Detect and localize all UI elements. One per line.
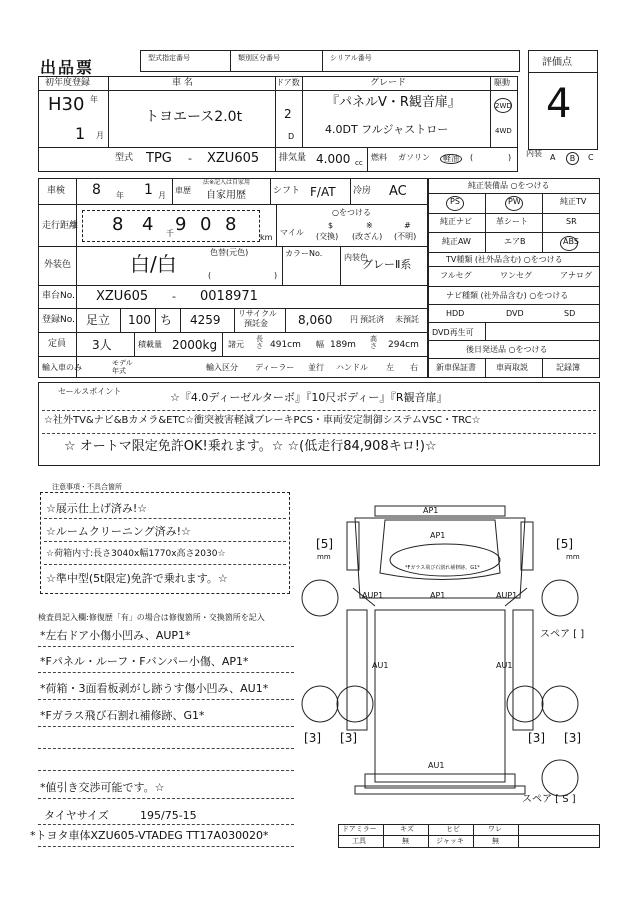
model-label: 型式 <box>115 153 134 163</box>
model-dash: - <box>188 152 192 165</box>
pw-circle <box>505 196 523 211</box>
note-4: ☆準中型(5t限定)免許で乗れます。☆ <box>46 572 228 585</box>
later-warranty: 新車保証書 <box>436 363 476 372</box>
opt-tamper: (改ざん) <box>352 232 383 241</box>
import-parallel: 並行 <box>308 363 324 372</box>
chassis-no: 0018971 <box>200 289 258 304</box>
month-unit: 月 <box>96 131 104 140</box>
model-year-label: モデル年式 <box>112 359 133 375</box>
length-label: 長さ <box>256 335 263 350</box>
spare-top: スペア [ ] <box>540 629 585 640</box>
dmg-ap1-top: AP1 <box>423 506 439 515</box>
capacity: 3人 <box>92 338 112 352</box>
tread-rr1: [3] <box>528 731 546 745</box>
history-label: 車歴 <box>175 186 191 195</box>
shaken-label: 車検 <box>47 186 66 196</box>
chassis-model: XZU605 <box>96 289 149 304</box>
equip-aw: 純正AW <box>442 237 471 246</box>
int-color: グレーⅡ系 <box>362 258 412 271</box>
abs-circle <box>560 236 578 251</box>
id-fields <box>140 50 520 72</box>
tools-r2: 無 <box>402 837 409 845</box>
shift-label: シフト <box>273 186 301 196</box>
import-dealer: ディーラー <box>255 363 295 372</box>
note-1: ☆展示仕上げ済み!☆ <box>46 502 148 515</box>
load-label: 積載量 <box>138 340 162 349</box>
navi-dvd: DVD <box>506 309 524 318</box>
reg-kana: ち <box>160 313 173 327</box>
import-label: 輸入車のみ <box>42 363 82 372</box>
mileage-digit-5: 8 <box>225 214 237 235</box>
first-reg-month: 1 <box>75 124 86 143</box>
navi-sd: SD <box>564 309 576 318</box>
handle-right: 右 <box>410 363 418 372</box>
opt-unknown-sym: # <box>404 221 411 230</box>
inspector-line-4: *Fガラス飛び石割れ補修跡、G1* <box>40 709 205 722</box>
reg-area: 足立 <box>86 313 111 327</box>
tools-r1: 工具 <box>352 837 366 845</box>
tread-fr-mm: mm <box>566 553 580 561</box>
opt-exchange: (交換) <box>316 232 339 241</box>
height: 294cm <box>388 340 419 350</box>
tv-title: TV種類 (社外品含む) ○をつける <box>446 255 563 264</box>
tools-h2: キズ <box>400 825 414 833</box>
equip-leather: 革シート <box>496 217 528 226</box>
page-title: 出品票 <box>40 58 95 77</box>
mileage-digit-4: 0 <box>200 214 212 235</box>
fuel-gasoline: ガソリン <box>398 153 430 162</box>
car-name-label: 車 名 <box>172 78 193 88</box>
first-reg-label: 初年度登録 <box>45 78 91 88</box>
opt-unknown: (不明) <box>394 232 417 241</box>
score-value: 4 <box>546 81 572 127</box>
equip-tv: 純正TV <box>560 197 587 206</box>
handle-label: ハンドル <box>336 363 368 372</box>
dmg-aup1-left: AUP1 <box>362 591 384 600</box>
height-label: 高さ <box>370 335 377 350</box>
tools-r3: ジャッキ <box>436 837 464 845</box>
interior-label: 内装 <box>526 149 542 158</box>
tread-fl: [5] <box>316 537 334 551</box>
displacement: 4.000 <box>316 152 351 166</box>
drive-4wd: 4WD <box>495 127 512 135</box>
circle-note: ○をつける <box>332 208 371 217</box>
tread-rr2: [3] <box>564 731 582 745</box>
chassis-dash: - <box>172 290 176 303</box>
ac-label: 冷房 <box>353 186 372 196</box>
recycle-amount: 8,060 <box>298 313 333 327</box>
tools-h1: ドアミラー <box>342 825 377 833</box>
dmg-au1-bottom: AU1 <box>428 761 445 770</box>
fuel-label: 燃料 <box>371 153 387 162</box>
reg-number: 4259 <box>190 313 221 327</box>
mileage-unit-k: 千 <box>166 229 174 238</box>
length: 491cm <box>270 340 301 350</box>
equipment-title: 純正装備品 ○をつける <box>468 181 550 190</box>
tread-rl1: [3] <box>304 731 322 745</box>
ac: AC <box>389 184 407 199</box>
equip-abs: ABS <box>563 237 579 246</box>
tv-oneseg: ワンセグ <box>500 271 532 280</box>
interior-c: C <box>588 153 594 162</box>
inspector-title: 検査員記入欄:修復歴「有」の場合は修復箇所・交換箇所を記入 <box>38 613 265 622</box>
tread-fr: [5] <box>556 537 574 551</box>
tread-rl2: [3] <box>340 731 358 745</box>
serial-label: シリアル番号 <box>330 54 372 62</box>
tools-r4: 無 <box>492 837 499 845</box>
grade-sub: 4.0DT フルジャストロー <box>325 123 449 136</box>
colorno-label: カラーNo. <box>285 249 323 258</box>
equip-ps: PS <box>450 197 460 206</box>
score-label: 評価点 <box>542 57 572 68</box>
history: 自家用歴 <box>206 190 246 201</box>
sales-line-2: ☆社外TV&ナビ&Bカメラ&ETC☆衝突被害軽減ブレーキPCS・車両安定制御システムVSC・TRC☆ <box>44 415 481 426</box>
load: 2000kg <box>172 338 218 352</box>
shaken-month-unit: 月 <box>158 191 166 200</box>
doors: 2 <box>284 107 292 121</box>
shaken-year-unit: 年 <box>116 191 124 200</box>
later-title: 後日発送品 ○をつける <box>466 345 548 354</box>
mileage-unit-km: km <box>260 233 273 242</box>
dmg-ap1-mid: AP1 <box>430 531 446 540</box>
drive-label: 駆動 <box>494 78 510 87</box>
color-change-label: 色替(元色) <box>210 248 249 257</box>
int-color-label: 内装色 <box>344 253 368 262</box>
dmg-ap1-lower: AP1 <box>430 591 446 600</box>
doors-label: ドア数 <box>276 78 300 87</box>
chassis-footer: *トヨタ車体XZU605-VTADEG TT17A030020* <box>30 829 269 842</box>
inspector-line-2: *Fパネル・ルーフ・Fバンパー小傷、AP1* <box>40 655 249 668</box>
mileage-digit-1: 8 <box>112 214 124 235</box>
dims-label: 諸元 <box>228 340 244 349</box>
width-label: 幅 <box>316 340 324 349</box>
disp-unit: cc <box>355 159 363 167</box>
disp-label: 排気量 <box>279 153 307 163</box>
reg-class: 100 <box>128 313 151 327</box>
equip-pw: PW <box>508 197 521 206</box>
recycle-not-deposited: 未預託 <box>395 315 419 324</box>
ps-circle <box>446 196 464 211</box>
recycle-deposited: 預託済 <box>360 315 384 324</box>
color-label: 外装色 <box>44 260 72 270</box>
chassis-label: 車台No. <box>42 291 75 301</box>
mileage-label: 走行距離 <box>42 221 79 231</box>
inspector-line-1: *左右ドア小傷小凹み、AUP1* <box>40 629 191 642</box>
model-prefix: TPG <box>146 151 172 166</box>
equip-airbag: エアB <box>504 237 526 246</box>
note-2: ☆ルームクリーニング済み!☆ <box>46 525 191 538</box>
doors-sub: D <box>288 132 295 141</box>
sales-line-3: ☆ オートマ限定免許OK!乗れます。☆ ☆(低走行84,908キロ!)☆ <box>64 439 437 454</box>
reg-label: 登録No. <box>42 315 75 325</box>
equip-sr: SR <box>566 217 577 226</box>
model: XZU605 <box>207 151 260 166</box>
interior-b: B <box>566 152 579 165</box>
capacity-label: 定員 <box>48 339 67 349</box>
tools-table <box>338 824 600 848</box>
color: 白/白 <box>130 252 177 276</box>
class-no-label: 類別区分番号 <box>238 54 280 62</box>
recycle-unit: 円 <box>350 315 358 324</box>
sales-label: セールスポイント <box>58 387 122 396</box>
navi-title: ナビ種類 (社外品含む) ○をつける <box>446 291 569 300</box>
type-no-label: 型式指定番号 <box>148 54 190 62</box>
damage-diagram <box>295 498 595 808</box>
car-name: トヨエース2.0t <box>145 109 243 125</box>
mileage-digit-2: 4 <box>142 214 154 235</box>
history-note: 法※記入は自家用 <box>203 179 251 186</box>
navi-hdd: HDD <box>446 309 465 318</box>
tools-h3: ヒビ <box>446 825 460 833</box>
tv-fullseg: フルセグ <box>440 271 472 280</box>
shift: F/AT <box>310 185 336 199</box>
import-type-label: 輸入区分 <box>206 363 238 372</box>
drive-2wd: 2WD <box>494 98 512 113</box>
sales-line-1: ☆『4.0ディーゼルターボ』『10尺ボディー』『R観音扉』 <box>170 391 448 404</box>
interior-a: A <box>550 153 556 162</box>
equip-navi: 純正ナビ <box>440 217 472 226</box>
opt-tamper-sym: ※ <box>366 221 373 230</box>
dmg-aup1-right: AUP1 <box>496 591 518 600</box>
grade: 『パネルV・R観音扉』 <box>326 95 461 110</box>
later-record: 記録簿 <box>556 363 580 372</box>
dmg-glass-note: *Fガラス飛び石割れ補修跡、G1* <box>405 565 480 571</box>
inspector-line-7: *値引き交渉可能です。☆ <box>40 781 165 794</box>
tire-label: タイヤサイズ <box>44 809 109 822</box>
fuel-diesel: 軽油 <box>440 154 462 164</box>
shaken-month: 1 <box>144 182 153 198</box>
tv-analog: アナログ <box>560 271 592 280</box>
recycle-label-2: 預託金 <box>244 319 268 328</box>
fuel-paren-open: ( <box>470 153 474 162</box>
dmg-au1-right: AU1 <box>496 661 513 670</box>
inspector-line-3: *荷箱・3面看板剥がし跡うす傷小凹み、AU1* <box>40 682 269 695</box>
notes-title: 注意事項・不具合箇所 <box>52 483 122 491</box>
tread-fl-mm: mm <box>317 553 331 561</box>
mileage-digit-3: 9 <box>175 214 187 235</box>
later-manual: 車両取説 <box>496 363 528 372</box>
first-reg-era: H30 <box>48 94 85 115</box>
dvd-play: DVD再生可 <box>432 328 474 337</box>
tire-size: 195/75-15 <box>140 809 197 822</box>
spare-bottom: スペア [ S ] <box>522 794 576 805</box>
shaken-year: 8 <box>92 182 101 198</box>
note-3: ☆荷箱内寸:長さ3040x幅1770x高さ2030☆ <box>46 549 226 559</box>
recycle-label: リサイクル <box>238 309 277 318</box>
handle-left: 左 <box>386 363 394 372</box>
color-paren-close: ) <box>274 271 278 280</box>
mile-label: マイル <box>280 228 304 237</box>
width: 189m <box>330 340 356 350</box>
dmg-au1-left: AU1 <box>372 661 389 670</box>
opt-exchange-sym: $ <box>328 221 334 230</box>
tools-h4: ワレ <box>488 825 502 833</box>
grade-label: グレード <box>370 78 407 88</box>
color-paren-open: ( <box>208 271 212 280</box>
year-unit: 年 <box>90 95 98 104</box>
fuel-paren-close: ) <box>508 153 512 162</box>
